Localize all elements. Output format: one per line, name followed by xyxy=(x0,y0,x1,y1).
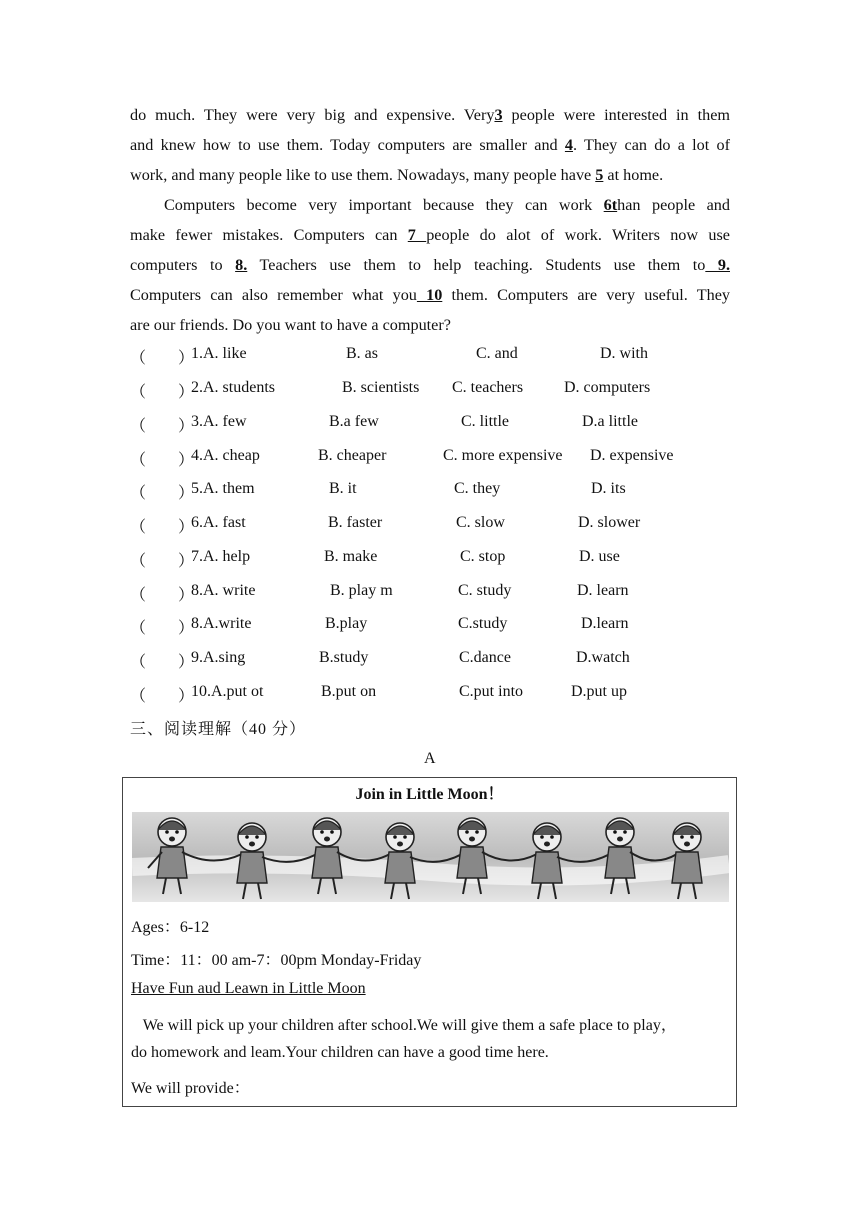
option-c: C. and xyxy=(476,345,518,362)
ad-heading: Have Fun aud Leawn in Little Moon xyxy=(131,980,366,997)
advertisement-box xyxy=(122,777,737,1107)
answer-bracket[interactable]: （ ） xyxy=(130,620,195,637)
option-c: C. slow xyxy=(456,514,505,531)
option-d: D.watch xyxy=(576,649,630,666)
blank-number: 10 xyxy=(416,286,443,304)
option-a: 1.A. like xyxy=(191,345,247,362)
answer-bracket[interactable]: （ ） xyxy=(130,587,195,604)
option-c: C. study xyxy=(458,582,512,599)
ad-title: Join in Little Moon！ xyxy=(355,786,504,803)
option-a: 5.A. them xyxy=(191,480,255,497)
option-d: D. use xyxy=(579,548,620,565)
passage-line: Computers become very important because they can work 6than people and xyxy=(164,196,730,214)
section-title: 三、阅读理解（40 分） xyxy=(130,721,307,738)
ages-line: Ages：6-12 xyxy=(131,919,210,936)
blank-number: 4 xyxy=(564,136,573,154)
ad-body-line-2: do homework and leam.Your children can have a good time here. xyxy=(131,1044,549,1061)
option-d: D.learn xyxy=(581,615,629,632)
ad-provide-line: We will provide： xyxy=(131,1080,250,1097)
option-d: D. with xyxy=(600,345,648,362)
option-c: C.study xyxy=(458,615,508,632)
option-a: 8.A.write xyxy=(191,615,252,632)
option-b: B. play m xyxy=(330,582,393,599)
option-b: B. cheaper xyxy=(318,447,387,464)
time-line: Time：11：00 am-7：00pm Monday-Friday xyxy=(131,952,422,969)
option-a: 7.A. help xyxy=(191,548,251,565)
answer-bracket[interactable]: （ ） xyxy=(130,384,195,401)
answer-bracket[interactable]: （ ） xyxy=(130,654,195,671)
passage-line: make fewer mistakes. Computers can 7 people do alot of work. Writers now use xyxy=(130,226,730,244)
option-d: D.put up xyxy=(571,683,627,700)
blank-number: 6t xyxy=(603,196,618,214)
option-d: D. expensive xyxy=(590,447,674,464)
answer-bracket[interactable]: （ ） xyxy=(130,688,195,705)
option-d: D. computers xyxy=(564,379,651,396)
answer-bracket[interactable]: （ ） xyxy=(130,553,195,570)
answer-bracket[interactable]: （ ） xyxy=(130,418,195,435)
option-a: 4.A. cheap xyxy=(191,447,260,464)
children-holding-hands-illustration xyxy=(132,812,729,902)
blank-number: 9. xyxy=(705,256,730,274)
option-d: D.a little xyxy=(582,413,638,430)
option-d: D. slower xyxy=(578,514,641,531)
option-c: C. teachers xyxy=(452,379,524,396)
option-b: B.play xyxy=(325,615,368,632)
option-a: 9.A.sing xyxy=(191,649,246,666)
passage-line: work, and many people like to use them. Nowadays, many people have 5 at home. xyxy=(130,166,664,184)
option-c: C.put into xyxy=(459,683,524,700)
answer-bracket[interactable]: （ ） xyxy=(130,350,195,367)
passage-line: do much. They were very big and expensive. Very3 people were interested in them xyxy=(130,106,731,124)
passage-line: and knew how to use them. Today computers are smaller and 4. They can do a lot of xyxy=(130,136,730,154)
passage-paragraph-2 xyxy=(130,190,730,340)
option-b: B.study xyxy=(319,649,369,666)
option-b: B.a few xyxy=(329,413,379,430)
passage-line: are our friends. Do you want to have a computer? xyxy=(130,316,451,334)
blank-number: 7 xyxy=(407,226,427,244)
blank-number: 3 xyxy=(494,106,503,124)
option-a: 3.A. few xyxy=(191,413,247,430)
option-b: B. scientists xyxy=(342,379,420,396)
option-b: B. faster xyxy=(328,514,383,531)
option-d: D. learn xyxy=(577,582,629,599)
passage-line: Computers can also remember what you 10 them. Computers are very useful. They xyxy=(130,286,730,304)
passage-line: computers to 8. Teachers use them to help teaching. Students use them to 9. xyxy=(130,256,730,274)
blank-number: 8. xyxy=(235,256,248,274)
option-b: B.put on xyxy=(321,683,377,700)
option-c: C.dance xyxy=(459,649,511,666)
option-a: 2.A. students xyxy=(191,379,275,396)
option-b: B. it xyxy=(329,480,357,497)
option-c: C. more expensive xyxy=(443,447,563,464)
passage-paragraph-1 xyxy=(130,100,730,190)
option-b: B. make xyxy=(324,548,378,565)
ad-body-line-1: We will pick up your children after school.We will give them a safe place to play， xyxy=(131,1017,677,1034)
option-b: B. as xyxy=(346,345,378,362)
option-a: 8.A. write xyxy=(191,582,256,599)
option-a: 10.A.put ot xyxy=(191,683,264,700)
answer-bracket[interactable]: （ ） xyxy=(130,452,195,469)
option-c: C. they xyxy=(454,480,501,497)
answer-bracket[interactable]: （ ） xyxy=(130,519,195,536)
option-a: 6.A. fast xyxy=(191,514,246,531)
option-c: C. little xyxy=(461,413,509,430)
option-d: D. its xyxy=(591,480,626,497)
part-label: A xyxy=(424,750,436,767)
option-c: C. stop xyxy=(460,548,506,565)
blank-number: 5 xyxy=(595,166,604,184)
answer-bracket[interactable]: （ ） xyxy=(130,485,195,502)
